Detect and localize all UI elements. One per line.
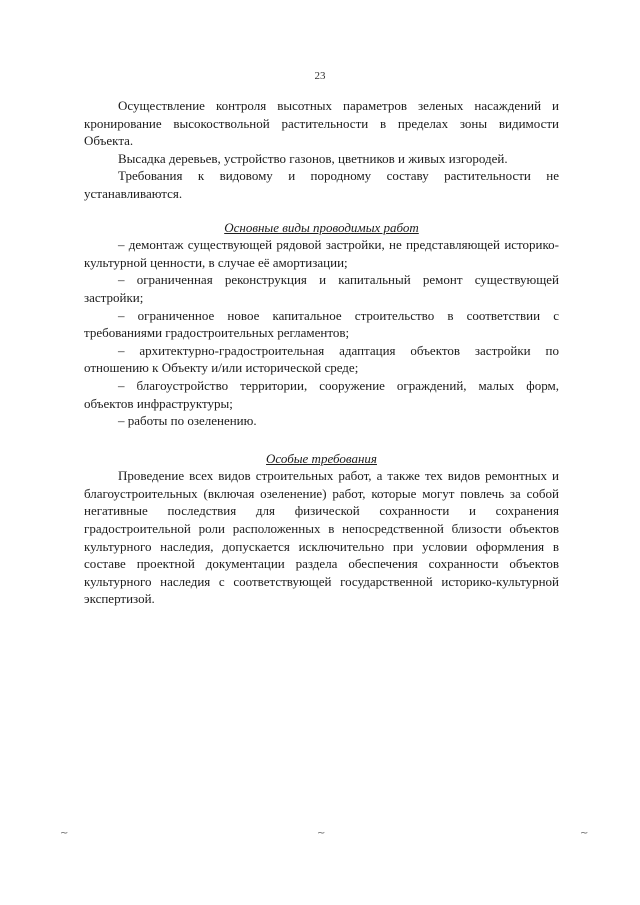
list-item: – архитектурно-градостроительная адаптация объектов застройки по отношению к Объекту и/или исторической среде;: [84, 342, 559, 376]
list-item: – ограниченное новое капитальное строительство в соответствии с требованиями градостроительных регламентов;: [84, 307, 559, 341]
scan-marks: [0, 828, 640, 838]
paragraph-special-requirements: Проведение всех видов строительных работ, а также тех видов ремонтных и благоустроительных (включая озеленение) работ, которые могут повлечь за собой негативные последствия для физической сохранности и сохранения градостроительной роли расположенных в непосредственной близости объектов культурного наследия, допускается исключительно при условии оформления в составе проектной документации раздела обеспечения сохранности объектов культурного наследия с соответствующей государственной историко-культурной экспертизой.: [84, 468, 559, 607]
list-item: – демонтаж существующей рядовой застройки, не представляющей историко-культурной ценности, в случае её амортизации;: [84, 237, 559, 270]
document-body: [84, 97, 559, 608]
section-heading-special: Особые требования: [266, 450, 377, 466]
scan-mark: ~: [60, 828, 69, 839]
spacer: [84, 203, 559, 219]
page-number: 23: [314, 70, 326, 82]
scan-mark: ~: [580, 828, 589, 839]
list-item: – ограниченная реконструкция и капитальный ремонт существующей застройки;: [84, 272, 559, 305]
paragraph-species-requirements: Требования к видовому и породному составу растительности не устанавливаются.: [84, 168, 559, 201]
spacer: [84, 430, 559, 450]
paragraph-planting: Высадка деревьев, устройство газонов, цветников и живых изгородей.: [118, 150, 508, 166]
list-item: – благоустройство территории, сооружение ограждений, малых форм, объектов инфраструктуры;: [84, 377, 559, 411]
section-heading-works: Основные виды проводимых работ: [224, 219, 419, 235]
paragraph-height-control: Осуществление контроля высотных параметров зеленых насаждений и кронирование высокоствольной растительности в пределах зоны видимости Объекта.: [84, 98, 559, 149]
scan-mark: ~: [317, 828, 326, 839]
list-item: – работы по озеленению.: [118, 413, 257, 429]
